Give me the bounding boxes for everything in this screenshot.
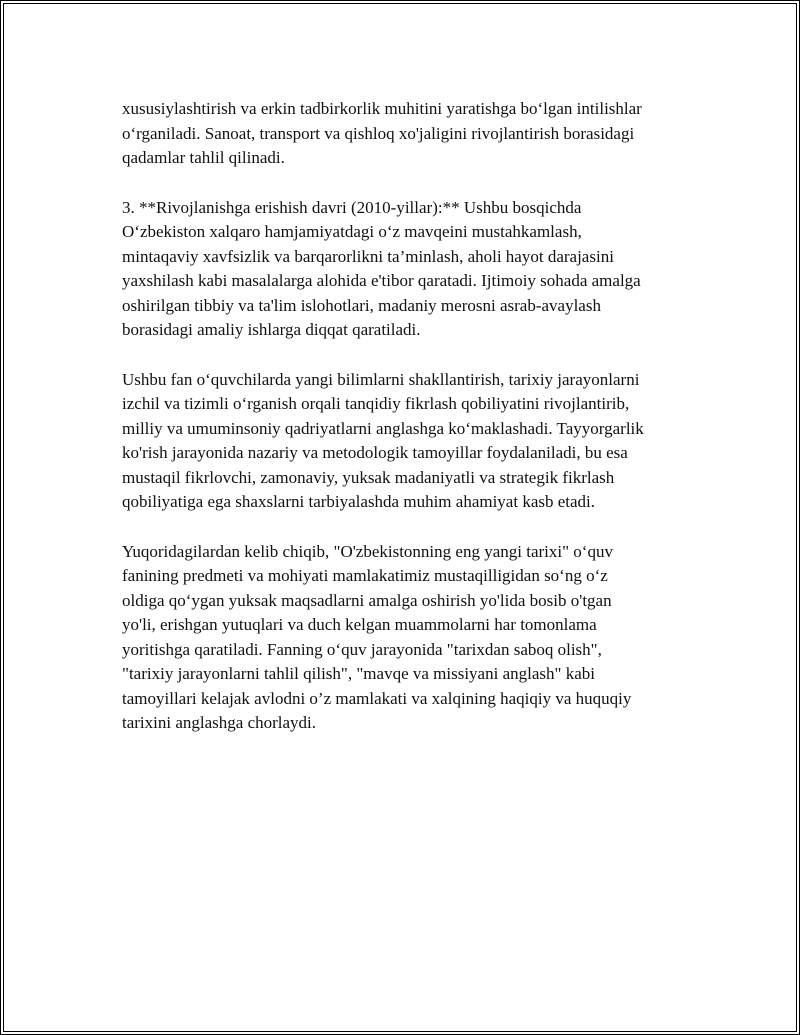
paragraph-development-period: 3. **Rivojlanishga erishish davri (2010-yillar):** Ushbu bosqichda O‘zbekiston xalqaro hamjamiyatdagi o‘z mavqeini mustahkamlash, mintaqaviy xavfsizlik va barqarorlikni ta’minlash, aholi hayot darajasini yaxshilash kabi masalalarga alohida e'tibor qaratadi. Ijtimoiy sohada amalga oshirilgan tibbiy va ta'lim islohotlari, madaniy merosni asrab-avaylash borasidagi amaliy ishlarga diqqat qaratiladi. [122, 197, 641, 339]
paragraph-conclusion: Yuqoridagilardan kelib chiqib, "O'zbekistonning eng yangi tarixi" o‘quv fanining predmeti va mohiyati mamlakatimiz mustaqilligidan so‘ng o‘z oldiga qo‘ygan yuksak maqsadlarni amalga oshirish yo'lida bosib o'tgan yo'li, erishgan yutuqlari va duch kelgan muammolarni har tomonlama yoritishga qaratiladi. Fanning o‘quv jarayonida "tarixdan saboq olish", "tarixiy jarayonlarni tahlil qilish", "mavqe va missiyani anglash" kabi tamoyillari kelajak avlodni o’z mamlakati va xalqining haqiqiy va huquqiy tarixini anglashga chorlaydi. [122, 541, 632, 732]
paragraph-continuation: xususiylashtirish va erkin tadbirkorlik muhitini yaratishga bo‘lgan intilishlar o‘rganiladi. Sanoat, transport va qishloq xo'jaligini rivojlantirish borasidagi qadamlar tahlil qilinadi. [122, 99, 642, 167]
document-body [122, 97, 697, 761]
paragraph-subject-goals: Ushbu fan o‘quvchilarda yangi bilimlarni shakllantirish, tarixiy jarayonlarni izchil va tizimli o‘rganish orqali tanqidiy fikrlash qobiliyatini rivojlantirib, milliy va umuminsoniy qadriyatlarni anglashga ko‘maklashadi. Tayyorgarlik ko'rish jarayonida nazariy va metodologik tamoyillar foydalaniladi, bu esa mustaqil fikrlovchi, zamonaviy, yuksak madaniyatli va strategik fikrlash qobiliyatiga ega shaxslarni tarbiyalashda muhim ahamiyat kasb etadi. [122, 369, 644, 511]
